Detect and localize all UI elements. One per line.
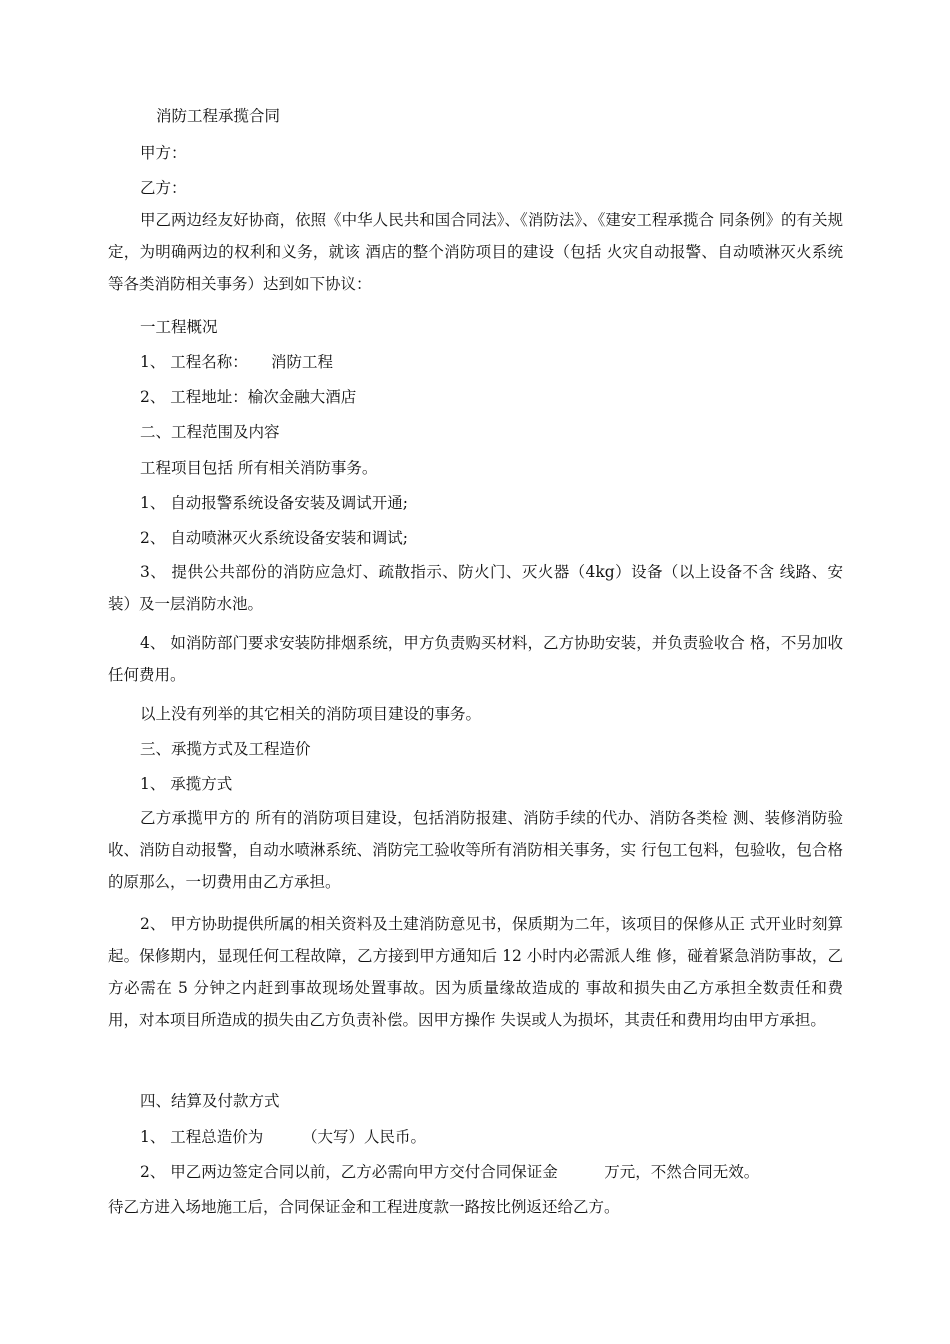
party-b-label: 乙方： (140, 179, 187, 197)
project-address-item: 2、 工程地址：榆次金融大酒店 (140, 388, 357, 406)
section-2-heading: 二、工程范围及内容 (140, 423, 280, 441)
deposit-refund-line: 待乙方进入场地施工后，合同保证金和工程进度款一路按比例返还给乙方。 (108, 1198, 620, 1216)
scope-item-2: 2、 自动喷淋灭火系统设备安装和调试; (140, 529, 409, 547)
scope-intro: 工程项目包括 所有相关消防事务。 (140, 459, 378, 477)
contract-method-subheading: 1、 承揽方式 (140, 775, 233, 793)
section-4-heading: 四、结算及付款方式 (140, 1092, 280, 1110)
document-title: 消防工程承揽合同 (156, 107, 281, 125)
scope-item-4: 4、 如消防部门要求安装防排烟系统，甲方负责购买材料，乙方协助安装，并负责验收合 格，不另加收任何费用。 (108, 634, 843, 684)
section-3-heading: 三、承揽方式及工程造价 (140, 740, 311, 758)
deposit-item: 2、 甲乙两边签定合同以前，乙方必需向甲方交付合同保证金 万元，不然合同无效。 (140, 1163, 760, 1181)
contract-method-paragraph: 乙方承揽甲方的 所有的消防项目建设，包括消防报建、消防手续的代办、消防各类检 测、装修消防验收、消防自动报警，自动水喷淋系统、消防完工验收等所有消防相关事务，实 行包工包料，包验收，包合格的原那么，一切费用由乙方承担。 (108, 809, 843, 891)
total-price-item: 1、 工程总造价为 （大写）人民币。 (140, 1128, 427, 1146)
section-1-heading: 一工程概况 (140, 318, 218, 336)
warranty-paragraph: 2、 甲方协助提供所属的相关资料及土建消防意见书，保质期为二年，该项目的保修从正 式开业时刻算起。保修期内，显现任何工程故障，乙方接到甲方通知后 12 小时内必需派人维 修，碰着紧急消防事故，乙方必需在 5 分钟之内赶到事故现场处置事故。因为质量缘故造成的 事故和损失由乙方承担全数责任和费用，对本项目所造成的损失由乙方负责补偿。因甲方操作 失误或人为损坏，其责任和费用均由甲方承担。 (108, 915, 843, 1029)
project-name-item: 1、 工程名称： 消防工程 (140, 353, 334, 371)
scope-note: 以上没有列举的其它相关的消防项目建设的事务。 (140, 705, 482, 723)
party-a-label: 甲方： (140, 144, 187, 162)
scope-item-3: 3、 提供公共部份的消防应急灯、疏散指示、防火门、灭火器（4kg）设备（以上设备不含 线路、安装）及一层消防水池。 (108, 563, 843, 613)
scope-item-1: 1、 自动报警系统设备安装及调试开通; (140, 494, 409, 512)
intro-paragraph: 甲乙两边经友好协商，依照《中华人民共和国合同法》、《消防法》、《建安工程承揽合 同条例》的有关规定，为明确两边的权利和义务，就该 酒店的整个消防项目的建设（包括 火灾自动报警、自动喷淋灭火系统等各类消防相关事务）达到如下协议： (108, 211, 843, 293)
